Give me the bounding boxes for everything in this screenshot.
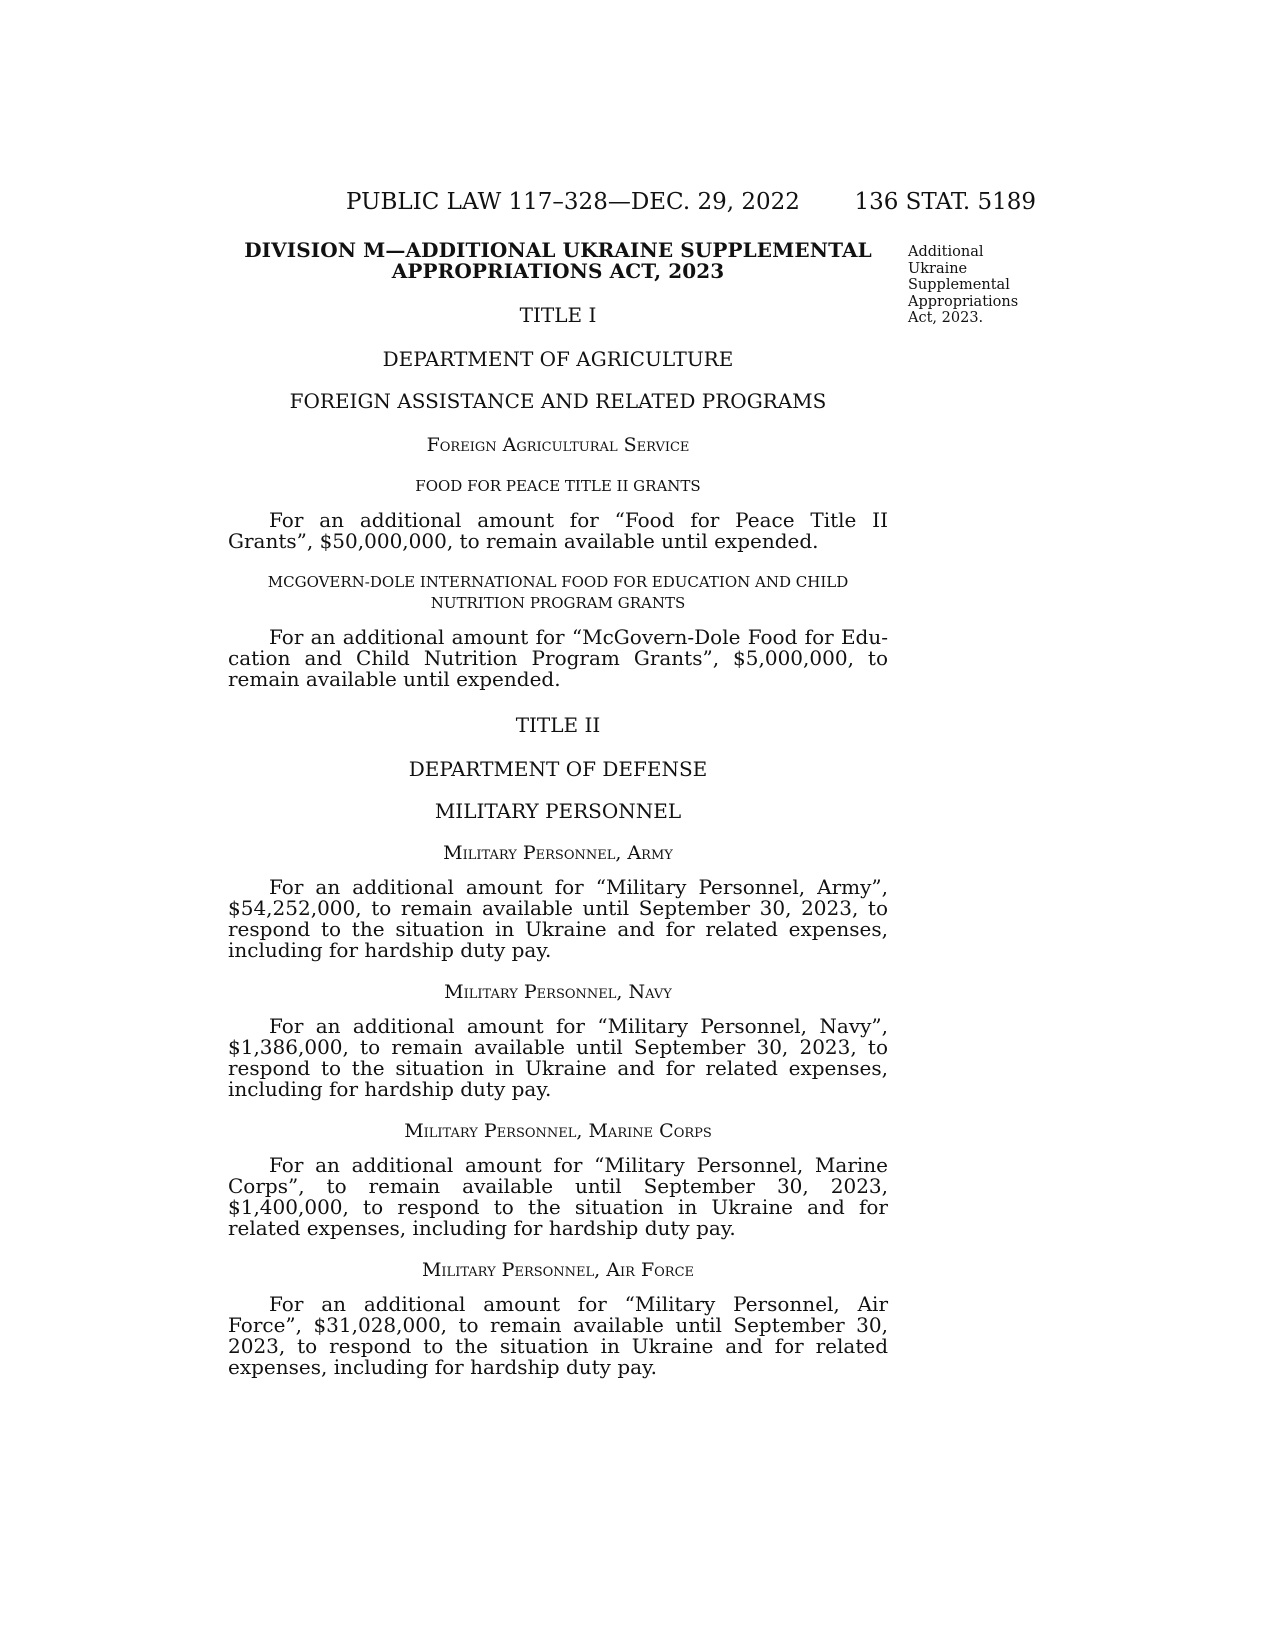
section-heading: Military Personnel, Marine Corps bbox=[404, 1120, 712, 1142]
title-ii-heading: TITLE II bbox=[515, 713, 601, 737]
margin-note-line: Appropriations bbox=[908, 293, 1019, 310]
department-agriculture-heading: DEPARTMENT OF AGRICULTURE bbox=[382, 347, 734, 371]
margin-note-line: Supplemental bbox=[908, 277, 1010, 293]
section-paragraph: For an additional amount for “McGovern-Dole Food for Edu-cation and Child Nutrition Program Grants”, $5,000,000, to remain available until expended. bbox=[228, 625, 888, 691]
section-heading-line-2: NUTRITION PROGRAM GRANTS bbox=[430, 594, 686, 612]
military-personnel-heading: MILITARY PERSONNEL bbox=[434, 799, 682, 823]
division-title bbox=[228, 240, 888, 282]
section-paragraph: For an additional amount for “Food for Peace Title II Grants”, $50,000,000, to remain available until expended. bbox=[228, 508, 888, 553]
section-heading: Military Personnel, Army bbox=[443, 842, 673, 864]
foreign-assistance-heading: FOREIGN ASSISTANCE AND RELATED PROGRAMS bbox=[289, 389, 827, 413]
section-paragraph: For an additional amount for “Military Personnel, Air Force”, $31,028,000, to remain available until September 30, 2023, to respond to the situation in Ukraine and for related expenses, including for hardship duty pay. bbox=[228, 1292, 888, 1379]
division-title-line-2: APPROPRIATIONS ACT, 2023 bbox=[391, 259, 725, 283]
margin-note-line: Act, 2023. bbox=[908, 310, 984, 326]
margin-note bbox=[908, 244, 1048, 327]
agency-heading: Foreign Agricultural Service bbox=[426, 434, 690, 456]
margin-note-line: Additional bbox=[908, 244, 984, 260]
department-defense-heading: DEPARTMENT OF DEFENSE bbox=[408, 757, 708, 781]
margin-note-line: Ukraine bbox=[908, 260, 968, 277]
title-i-heading: TITLE I bbox=[519, 303, 597, 327]
section-paragraph: For an additional amount for “Military Personnel, Marine Corps”, to remain available until September 30, 2023, $1,400,000, to respond to the situation in Ukraine and for related expenses, including for hardship duty pay. bbox=[228, 1153, 888, 1240]
section-paragraph: For an additional amount for “Military Personnel, Army”, $54,252,000, to remain available until September 30, 2023, to respond to the situation in Ukraine and for related expenses, including for hardship duty pay. bbox=[228, 875, 888, 962]
statute-page-number: 136 STAT. 5189 bbox=[854, 189, 1036, 215]
section-heading: Military Personnel, Air Force bbox=[421, 1259, 695, 1281]
public-law-citation: PUBLIC LAW 117–328—DEC. 29, 2022 bbox=[346, 189, 800, 215]
section-heading: FOOD FOR PEACE TITLE II GRANTS bbox=[415, 477, 701, 495]
division-title-line-1: DIVISION M—ADDITIONAL UKRAINE SUPPLEMENTAL bbox=[244, 238, 872, 262]
section-heading: Military Personnel, Navy bbox=[444, 981, 672, 1003]
section-heading-line-1: MCGOVERN-DOLE INTERNATIONAL FOOD FOR EDUCATION AND CHILD bbox=[267, 573, 849, 591]
section-paragraph: For an additional amount for “Military Personnel, Navy”, $1,386,000, to remain available until September 30, 2023, to respond to the situation in Ukraine and for related expenses, including for hardship duty pay. bbox=[228, 1014, 888, 1101]
body-text bbox=[228, 240, 888, 1378]
section-heading bbox=[228, 572, 888, 614]
